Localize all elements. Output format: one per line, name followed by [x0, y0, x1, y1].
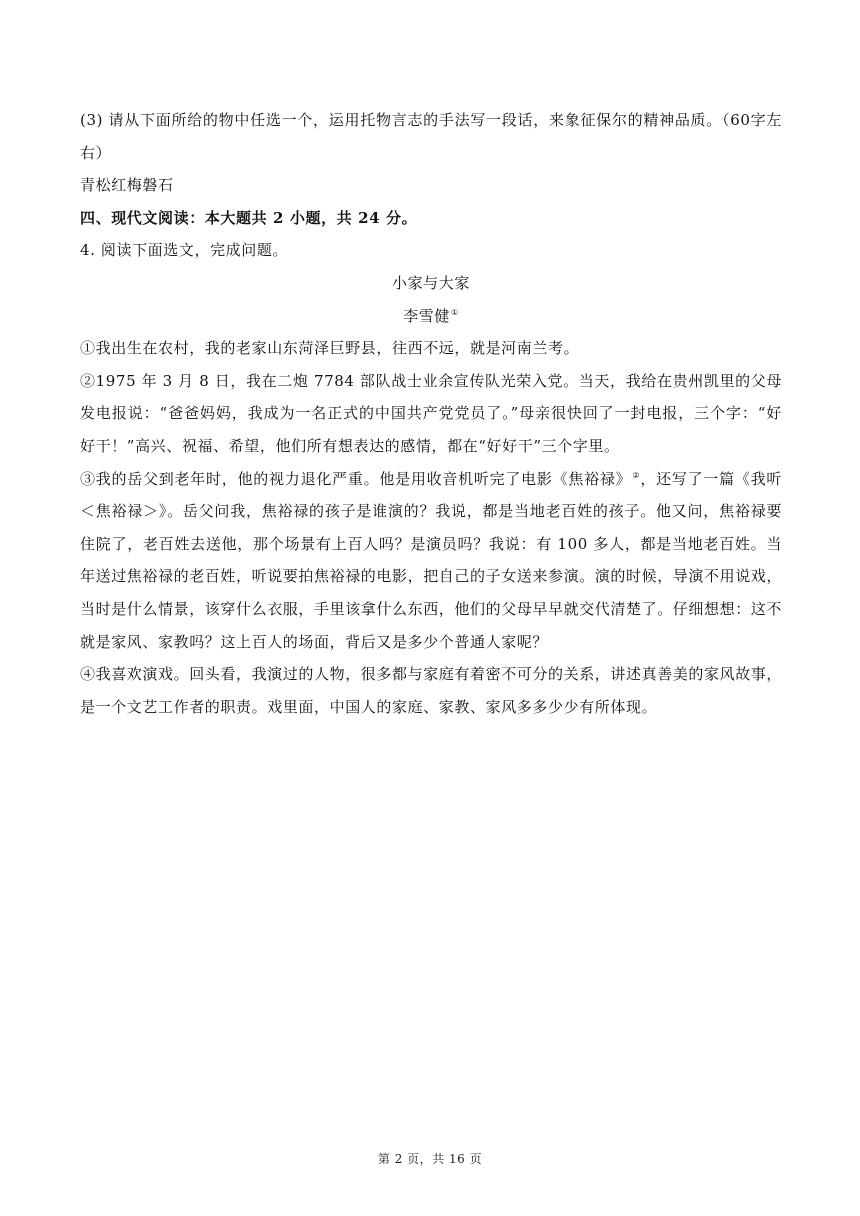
question-3-options: 青松红梅磐石	[80, 176, 174, 195]
page-number-footer: 第 2 页，共 16 页	[377, 1152, 483, 1166]
article-paragraph-2: ②1975 年 3 月 8 日，我在二炮 7784 部队战士业余宣传队光荣入党。当天，我给在贵州凯里的父母发电报说：“爸爸妈妈，我成为一名正式的中国共产党党员了。”母亲很快回了一封电报，三个字：“好好干！”高兴、祝福、希望，他们所有想表达的感情，都在“好好干”三个字里。	[80, 371, 782, 455]
article-paragraph-4: ④我喜欢演戏。回头看，我演过的人物，很多都与家庭有着密不可分的关系，讲述真善美的家风故事，是一个文艺工作者的职责。戏里面，中国人的家庭、家教、家风多多少少有所体现。	[80, 665, 783, 716]
article-paragraph-3	[80, 463, 782, 659]
paragraph-3-text-before-note: ③我的岳父到老年时，他的视力退化严重。他是用收音机听完了电影《焦裕禄》	[80, 469, 632, 488]
section-4-heading: 四、现代文阅读：本大题共 2 小题，共 24 分。	[80, 208, 418, 227]
article-author-line	[80, 300, 782, 333]
question-3-prompt: (3) 请从下面所给的物中任选一个，运用托物言志的手法写一段话，来象征保尔的精神品质。（60字左右）	[80, 111, 782, 162]
article-title: 小家与大家	[391, 273, 470, 292]
question-4-instruction: 4. 阅读下面选文，完成问题。	[80, 241, 289, 260]
film-footnote-mark: ②	[632, 470, 641, 480]
author-footnote-mark: ①	[451, 307, 459, 317]
page-content	[80, 104, 782, 723]
article-author: 李雪健	[403, 306, 451, 325]
paragraph-3-text-after-note: ，还写了一篇《我听＜焦裕禄＞》。岳父问我，焦裕禄的孩子是谁演的？我说，都是当地老百姓的孩子。他又问，焦裕禄要住院了，老百姓去送他，那个场景有上百人吗？是演员吗？我说：有 100 多人，都是当地老百姓。当年送过焦裕禄的老百姓，听说要拍焦裕禄的电影，把自己的子女送来参演。演的时候，导演不用说戏，当时是什么情景，该穿什么衣服，手里该拿什么东西，他们的父母早早就交代清楚了。仔细想想：这不就是家风、家教吗？这上百人的场面，背后又是多少个普通人家呢？	[80, 469, 783, 651]
article-paragraph-1: ①我出生在农村，我的老家山东菏泽巨野县，往西不远，就是河南兰考。	[80, 339, 580, 358]
